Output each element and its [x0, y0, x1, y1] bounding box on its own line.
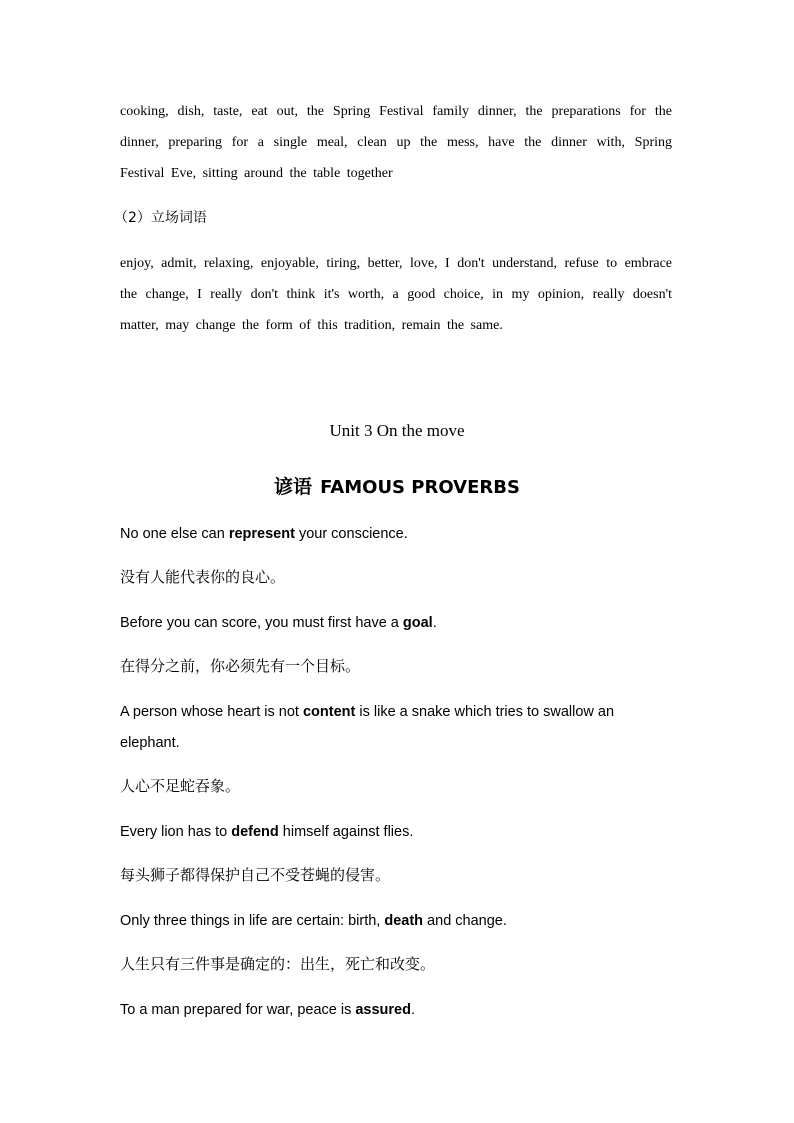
proverb-zh: 每头狮子都得保护自己不受苍蝇的侵害。	[120, 866, 391, 884]
proverb-zh: 人生只有三件事是确定的：出生，死亡和改变。	[120, 955, 436, 973]
stance-words-paragraph: enjoy, admit, relaxing, enjoyable, tiring, better, love, I don't understand, refuse to embrace the change, I really don't think it's worth, a good choice, in my opinion, really doesn't matter, may change the form of this tradition, remain the same.	[120, 256, 672, 333]
proverb-zh: 没有人能代表你的良心。	[120, 568, 286, 586]
proverb-en: Only three things in life are certain: birth, death and change.	[120, 913, 507, 929]
key-word: goal	[402, 615, 433, 631]
topic-words-paragraph: cooking, dish, taste, eat out, the Spring Festival family dinner, the preparations for the dinner, preparing for a single meal, clean up the mess, have the dinner with, Spring Festival Eve, sitting around the table together	[120, 104, 672, 181]
proverbs-section-title	[0, 472, 794, 503]
stance-words-heading: （2）立场词语	[114, 210, 207, 226]
proverb-en: A person whose heart is not content is like a snake which tries to swallow an elephant.	[120, 704, 615, 751]
key-word: death	[384, 913, 424, 929]
key-word: assured	[355, 1002, 411, 1018]
unit-title: Unit 3 On the move	[329, 421, 465, 440]
key-word: content	[302, 704, 356, 720]
proverb-zh: 在得分之前，你必须先有一个目标。	[120, 657, 361, 675]
proverbs-title-en: FAMOUS PROVERBS	[320, 477, 520, 498]
proverb-en: To a man prepared for war, peace is assured.	[120, 1002, 416, 1018]
key-word: represent	[228, 526, 295, 542]
proverbs-list	[120, 519, 680, 1026]
proverb-en: Every lion has to defend himself against flies.	[120, 824, 414, 840]
key-word: defend	[231, 824, 279, 840]
proverb-zh: 人心不足蛇吞象。	[120, 777, 241, 795]
proverb-en: No one else can represent your conscience.	[120, 526, 408, 542]
proverb-en: Before you can score, you must first have a goal.	[120, 615, 437, 631]
proverbs-title-cn: 谚语	[274, 476, 313, 498]
